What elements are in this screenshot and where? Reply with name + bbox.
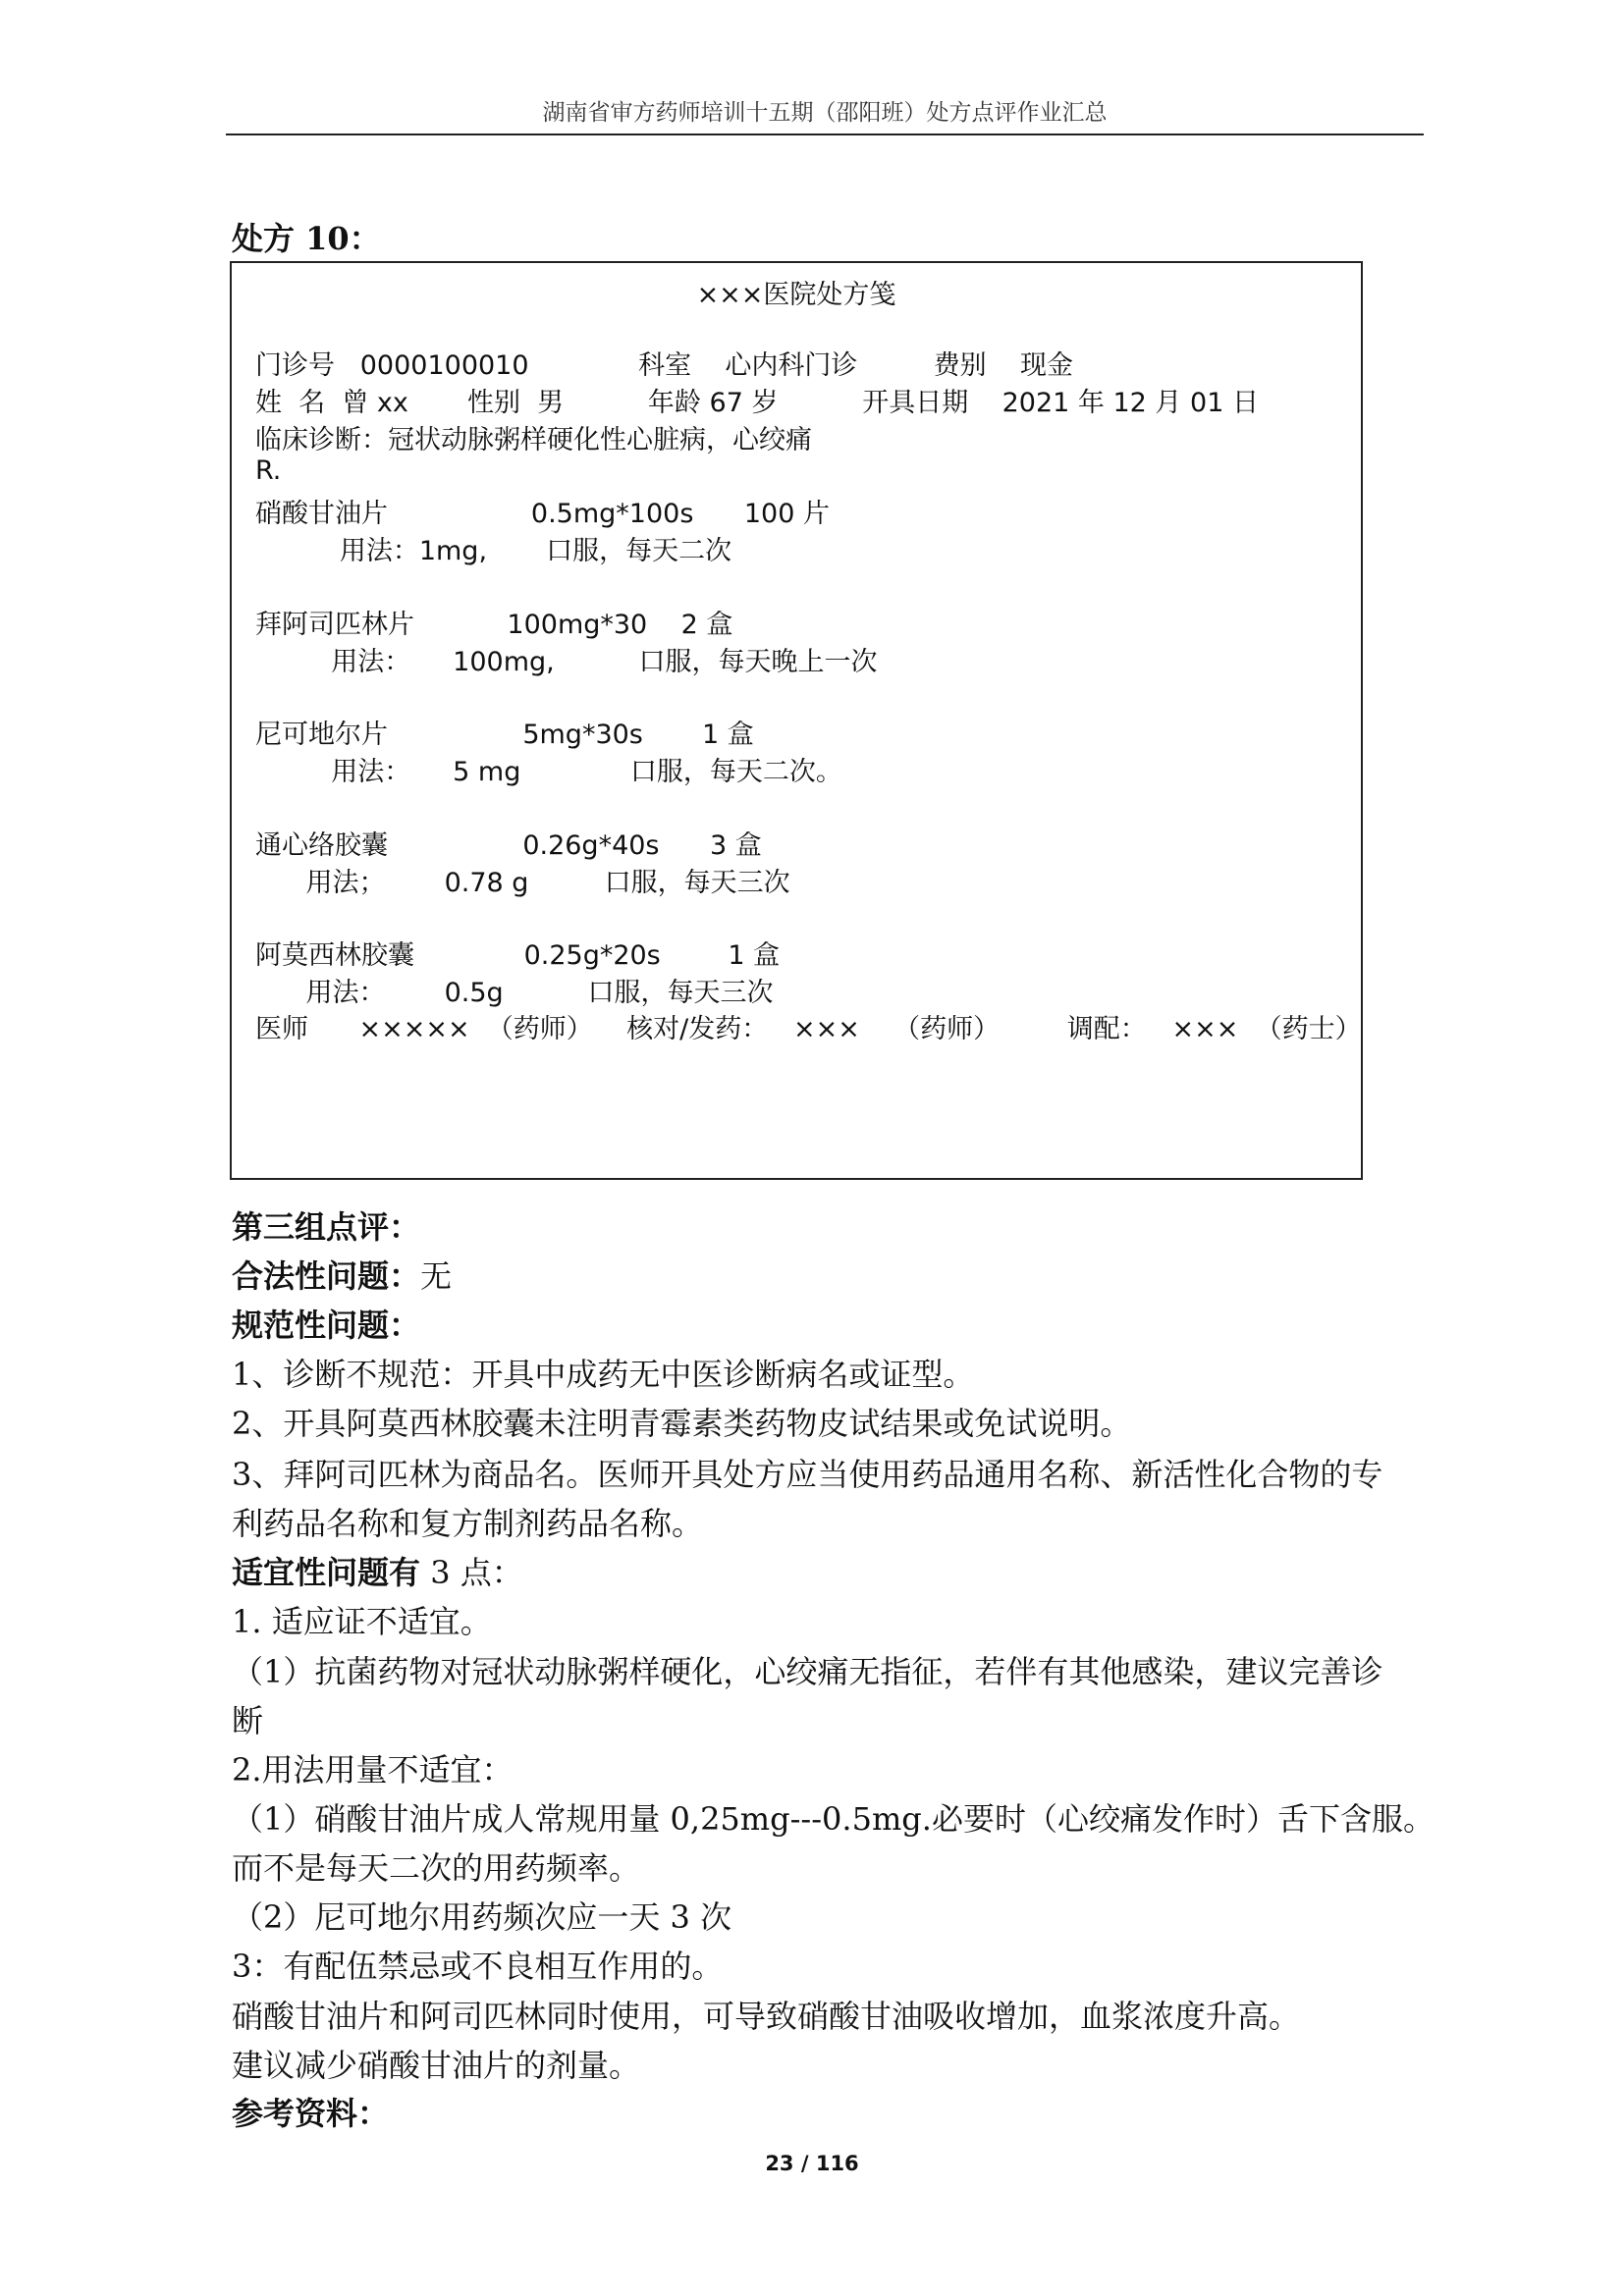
group-comment-title: 第三组点评： — [232, 1208, 421, 1246]
suitability-count: 3 点： — [420, 1554, 523, 1591]
rx-line-drug-1: 硝酸甘油片 0.5mg*100s 100 片 — [255, 499, 830, 529]
rx-line-diagnosis: 临床诊断：冠状动脉粥样硬化性心脏病，心绞痛 — [255, 425, 812, 455]
suitability-row — [232, 1548, 523, 1593]
document-header-title: 湖南省审方药师培训十五期（邵阳班）处方点评作业汇总 — [542, 100, 1108, 126]
normative-item: 1、诊断不规范：开具中成药无中医诊断病名或证型。 — [232, 1356, 975, 1393]
rx-line-outpatient: 门诊号 0000100010 科室 心内科门诊 费别 现金 — [255, 350, 1074, 381]
rx-line-drug-5: 阿莫西林胶囊 0.25g*20s 1 盒 — [255, 940, 781, 971]
normative-label: 规范性问题： — [232, 1307, 421, 1344]
legality-value: 无 — [420, 1257, 453, 1295]
rx-line-signatures: 医师 ××××× （药师） 核对/发药： ××× （药师） 调配： ××× （药士） — [255, 1014, 1362, 1044]
rx-line-usage-5: 用法： 0.5g 口服，每天三次 — [255, 978, 774, 1008]
suitability-line: （1）抗菌药物对冠状动脉粥样硬化，心绞痛无指征，若伴有其他感染，建议完善诊 — [232, 1653, 1383, 1690]
prescription-heading: 处方 10： — [232, 220, 381, 257]
suitability-line: 建议减少硝酸甘油片的剂量。 — [232, 2047, 641, 2084]
header-divider — [226, 133, 1424, 135]
rx-line-usage-4: 用法； 0.78 g 口服，每天三次 — [255, 868, 790, 898]
suitability-line: 2.用法用量不适宜： — [232, 1751, 514, 1789]
prescription-box — [230, 261, 1363, 1180]
normative-item: 2、开具阿莫西林胶囊未注明青霉素类药物皮试结果或免试说明。 — [232, 1405, 1132, 1442]
references-label: 参考资料： — [232, 2095, 390, 2132]
legality-row — [232, 1252, 452, 1297]
legality-label: 合法性问题： — [232, 1257, 421, 1295]
suitability-line: 硝酸甘油片和阿司匹林同时使用，可导致硝酸甘油吸收增加，血浆浓度升高。 — [232, 1998, 1301, 2035]
rx-line-r: R. — [255, 455, 282, 486]
suitability-line: 1. 适应证不适宜。 — [232, 1603, 492, 1640]
prescription-title: ×××医院处方笺 — [696, 280, 896, 310]
suitability-line: 3：有配伍禁忌或不良相互作用的。 — [232, 1948, 724, 1985]
normative-item: 利药品名称和复方制剂药品名称。 — [232, 1505, 704, 1542]
rx-line-drug-4: 通心络胶囊 0.26g*40s 3 盒 — [255, 830, 762, 861]
rx-line-patient: 姓 名 曾 xx 性别 男 年龄 67 岁 开具日期 2021 年 12 月 01 日 — [255, 388, 1259, 418]
rx-line-usage-2: 用法： 100mg, 口服，每天晚上一次 — [255, 647, 878, 677]
rx-line-usage-3: 用法： 5 mg 口服，每天二次。 — [255, 757, 842, 787]
rx-line-usage-1: 用法：1mg, 口服，每天二次 — [255, 536, 732, 566]
rx-line-drug-2: 拜阿司匹林片 100mg*30 2 盒 — [255, 610, 733, 640]
normative-item: 3、拜阿司匹林为商品名。医师开具处方应当使用药品通用名称、新活性化合物的专 — [232, 1456, 1383, 1493]
suitability-line: 而不是每天二次的用药频率。 — [232, 1849, 641, 1887]
suitability-line: （2）尼可地尔用药频次应一天 3 次 — [232, 1898, 732, 1936]
suitability-line: 断 — [232, 1702, 264, 1739]
page-number: 23 / 116 — [765, 2152, 859, 2175]
rx-line-drug-3: 尼可地尔片 5mg*30s 1 盒 — [255, 720, 754, 750]
suitability-line: （1）硝酸甘油片成人常规用量 0,25mg---0.5mg.必要时（心绞痛发作时）舌下含服。 — [232, 1800, 1435, 1838]
suitability-label: 适宜性问题有 — [232, 1554, 421, 1591]
